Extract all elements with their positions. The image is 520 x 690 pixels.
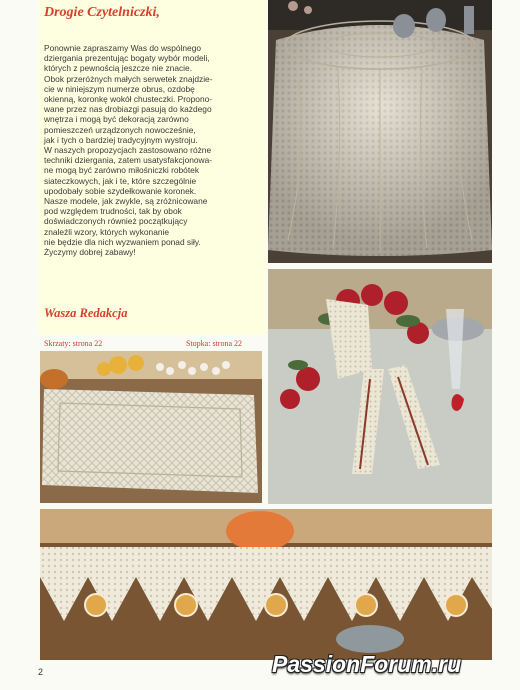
tablecloth-image bbox=[268, 0, 492, 263]
editorial-line: Życzymy dobrej zabawy! bbox=[44, 247, 136, 258]
caption-left: Skrzaty: strona 22 bbox=[44, 339, 103, 348]
editorial-signature: Wasza Redakcja bbox=[44, 306, 128, 320]
editorial-line: pod względem trudności, tak by obok bbox=[44, 206, 182, 217]
editorial-line: znaleźli wzory, których wykonanie bbox=[44, 226, 170, 237]
editorial-line: W naszych propozycjach zastosowano różne bbox=[44, 145, 212, 156]
editorial-line: cie w niniejszym numerze obrus, ozdobę bbox=[44, 83, 195, 94]
tablecloth-photo bbox=[268, 0, 492, 263]
editorial-line: doświadczonych również początkujący bbox=[44, 216, 188, 227]
editorial-line: upodobały sobie szydełkowanie koronek. bbox=[44, 185, 197, 196]
editorial-line: Ponownie zapraszamy Was do wspólnego bbox=[44, 43, 202, 53]
editorial-line: wane przez nas drobiazgi pasują do każdego bbox=[44, 104, 212, 115]
editorial-line: pomieszczeń urządzonych nowocześnie, bbox=[44, 124, 196, 135]
editorial-line: Nasze modele, jak zwykle, są zróżnicowane bbox=[44, 196, 208, 207]
caption-right: Stopka: strona 22 bbox=[186, 339, 242, 348]
editorial-line: nie będzie dla nich wyzwaniem ponad siły. bbox=[44, 236, 201, 247]
editorial-line: dziergania prezentując bogaty wybór modeli, bbox=[44, 53, 210, 64]
editorial-line: ne mogą być zarówno miłośniczki robótek bbox=[44, 165, 200, 176]
editorial-title: Drogie Czytelniczki, bbox=[44, 5, 160, 20]
edging-image bbox=[40, 509, 492, 660]
watermark-logo: PassionForum.ru bbox=[272, 651, 462, 677]
editorial-line: okienną, koronkę wokół chusteczki. Propono- bbox=[44, 94, 213, 105]
runner-photo bbox=[40, 351, 262, 503]
editorial-body bbox=[44, 43, 262, 257]
bouquet-image bbox=[268, 269, 492, 504]
runner-image bbox=[40, 351, 262, 503]
page-number: 2 bbox=[38, 667, 44, 677]
bouquet-photo bbox=[268, 269, 492, 504]
editorial-line: jak i tych o bardziej tradycyjnym wystroju. bbox=[44, 134, 198, 145]
editorial-line: których z pewnością jeszcze nie znacie. bbox=[44, 63, 193, 74]
editorial-line: siateczkowych, jak i te, które szczególnie bbox=[44, 175, 197, 186]
edging-photo bbox=[40, 509, 492, 660]
editorial-line: techniki dziergania, zatem usatysfakcjonowa- bbox=[44, 155, 213, 166]
editorial-line: wnętrza i mogą być dekoracją zarówno bbox=[44, 114, 189, 125]
editorial-line: Obok przeróżnych małych serwetek znajdzie- bbox=[44, 73, 213, 84]
